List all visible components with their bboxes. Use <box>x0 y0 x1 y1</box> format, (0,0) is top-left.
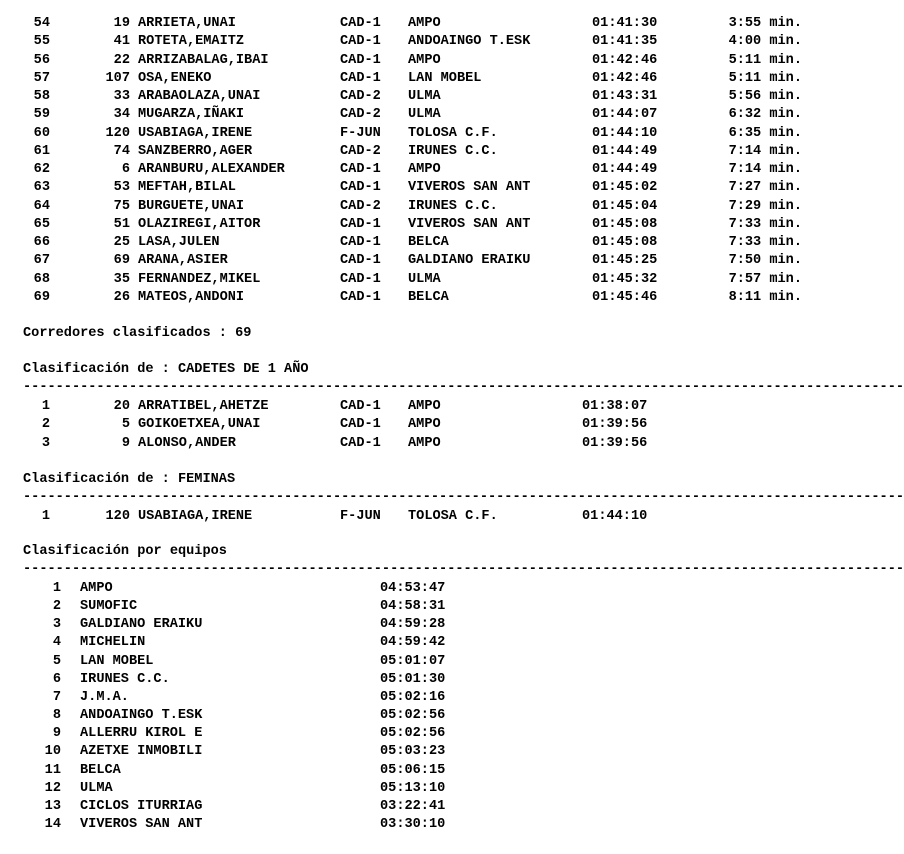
pos-cell: 9 <box>52 726 61 742</box>
cat-cell: F-JUN <box>340 509 381 524</box>
dorsal-cell: 74 <box>113 143 130 159</box>
gap-cell: 7:57 min. <box>728 271 802 287</box>
team-cell: ULMA <box>408 89 441 104</box>
name-cell: SANZBERRO,AGER <box>138 143 253 159</box>
table-row <box>0 634 819 652</box>
cat-cell: CAD-1 <box>340 435 381 451</box>
table-row <box>0 398 819 416</box>
dorsal-cell: 34 <box>113 107 130 123</box>
time-cell: 03:22:41 <box>380 798 446 814</box>
table-row <box>0 707 819 725</box>
table-row <box>0 70 819 88</box>
table-row <box>0 143 819 161</box>
cat-cell: CAD-1 <box>340 34 381 50</box>
pos-cell: 1 <box>41 509 50 524</box>
time-cell: 04:59:42 <box>380 635 446 651</box>
table-row <box>0 798 819 816</box>
pos-cell: 10 <box>44 744 61 760</box>
pos-cell: 2 <box>41 417 50 433</box>
pos-cell: 62 <box>33 162 50 177</box>
team-cell: J.M.A. <box>80 689 129 705</box>
pos-cell: 54 <box>33 16 50 31</box>
dorsal-cell: 53 <box>113 180 130 196</box>
table-row <box>0 161 819 179</box>
pos-cell: 5 <box>52 653 61 669</box>
time-cell: 01:44:10 <box>582 509 648 524</box>
table-row <box>0 743 819 761</box>
table-row <box>0 671 819 689</box>
table-row <box>0 508 819 526</box>
cat-cell: CAD-2 <box>340 198 381 214</box>
pos-cell: 59 <box>33 107 50 123</box>
time-cell: 01:39:56 <box>582 435 648 451</box>
pos-cell: 11 <box>44 762 61 778</box>
name-cell: LASA,JULEN <box>138 235 220 250</box>
name-cell: USABIAGA,IRENE <box>138 509 253 524</box>
cat-cell: CAD-2 <box>340 143 381 159</box>
time-cell: 01:42:46 <box>592 52 658 68</box>
pos-cell: 60 <box>33 125 50 141</box>
gap-cell: 7:33 min. <box>728 235 802 250</box>
pos-cell: 64 <box>33 198 50 214</box>
pos-cell: 14 <box>44 816 61 832</box>
cat-cell: CAD-1 <box>340 417 381 433</box>
table-row <box>0 234 819 252</box>
time-cell: 01:41:30 <box>592 16 658 31</box>
dorsal-cell: 26 <box>113 289 130 305</box>
name-cell: ROTETA,EMAITZ <box>138 34 245 50</box>
table-row <box>0 198 819 216</box>
table-row <box>0 598 819 616</box>
dorsal-cell: 20 <box>113 399 130 414</box>
cat-cell: CAD-1 <box>340 180 381 196</box>
team-cell: AMPO <box>408 52 441 68</box>
time-cell: 01:44:10 <box>592 125 658 141</box>
team-cell: GALDIANO ERAIKU <box>80 617 203 633</box>
time-cell: 01:45:32 <box>592 271 658 287</box>
pos-cell: 68 <box>33 271 50 287</box>
team-cell: SUMOFIC <box>80 599 138 615</box>
dorsal-cell: 120 <box>105 509 130 524</box>
dorsal-cell: 33 <box>113 89 130 104</box>
table-row <box>0 216 819 234</box>
team-cell: ULMA <box>408 107 441 123</box>
time-cell: 05:02:16 <box>380 689 446 705</box>
team-cell: IRUNES C.C. <box>80 671 170 687</box>
name-cell: ARABAOLAZA,UNAI <box>138 89 261 104</box>
time-cell: 04:58:31 <box>380 599 446 615</box>
teams-heading: Clasificación por equipos <box>23 544 227 559</box>
team-cell: AMPO <box>408 417 441 433</box>
gap-cell: 7:14 min. <box>728 143 802 159</box>
dorsal-cell: 75 <box>113 198 130 214</box>
team-cell: VIVEROS SAN ANT <box>408 180 531 196</box>
table-row <box>0 52 819 70</box>
cat-cell: F-JUN <box>340 125 381 141</box>
pos-cell: 66 <box>33 235 50 250</box>
time-cell: 05:02:56 <box>380 726 446 742</box>
table-row <box>0 816 819 834</box>
team-cell: ANDOAINGO T.ESK <box>80 708 203 724</box>
time-cell: 01:45:08 <box>592 235 658 250</box>
time-cell: 05:01:07 <box>380 653 446 669</box>
team-cell: LAN MOBEL <box>80 653 154 669</box>
pos-cell: 12 <box>44 780 61 796</box>
table-row <box>0 271 819 289</box>
time-cell: 04:59:28 <box>380 617 446 633</box>
pos-cell: 58 <box>33 89 50 104</box>
name-cell: FERNANDEZ,MIKEL <box>138 271 261 287</box>
team-cell: CICLOS ITURRIAG <box>80 798 203 814</box>
cat-cell: CAD-2 <box>340 89 381 104</box>
dorsal-cell: 19 <box>113 16 130 31</box>
time-cell: 01:45:08 <box>592 216 658 232</box>
cat-cell: CAD-1 <box>340 52 381 68</box>
pos-cell: 65 <box>33 216 50 232</box>
time-cell: 01:39:56 <box>582 417 648 433</box>
name-cell: ARRIZABALAG,IBAI <box>138 52 269 68</box>
time-cell: 05:13:10 <box>380 780 446 796</box>
dorsal-cell: 25 <box>113 235 130 250</box>
pos-cell: 55 <box>33 34 50 50</box>
team-cell: GALDIANO ERAIKU <box>408 253 531 269</box>
pos-cell: 7 <box>52 689 61 705</box>
team-cell: AMPO <box>408 435 441 451</box>
pos-cell: 1 <box>41 399 50 414</box>
team-cell: LAN MOBEL <box>408 70 482 86</box>
teams-divider: ------------------------------------------------------------------------------------------------------------ <box>23 562 904 577</box>
table-row <box>0 653 819 671</box>
dorsal-cell: 35 <box>113 271 130 287</box>
cat-cell: CAD-1 <box>340 162 381 177</box>
table-row <box>0 179 819 197</box>
table-row <box>0 616 819 634</box>
time-cell: 01:38:07 <box>582 399 648 414</box>
time-cell: 01:44:07 <box>592 107 658 123</box>
name-cell: MEFTAH,BILAL <box>138 180 236 196</box>
gap-cell: 3:55 min. <box>728 16 802 31</box>
pos-cell: 3 <box>41 435 50 451</box>
team-cell: AMPO <box>408 16 441 31</box>
cat-cell: CAD-2 <box>340 107 381 123</box>
time-cell: 01:44:49 <box>592 143 658 159</box>
table-row <box>0 762 819 780</box>
time-cell: 01:45:02 <box>592 180 658 196</box>
name-cell: GOIKOETXEA,UNAI <box>138 417 261 433</box>
team-cell: IRUNES C.C. <box>408 143 498 159</box>
table-row <box>0 780 819 798</box>
pos-cell: 69 <box>33 289 50 305</box>
pos-cell: 13 <box>44 798 61 814</box>
table-row <box>0 689 819 707</box>
name-cell: ARANA,ASIER <box>138 253 228 269</box>
time-cell: 01:45:46 <box>592 289 658 305</box>
pos-cell: 67 <box>33 253 50 269</box>
time-cell: 05:02:56 <box>380 708 446 724</box>
name-cell: USABIAGA,IRENE <box>138 125 253 141</box>
gap-cell: 7:33 min. <box>728 216 802 232</box>
table-row <box>0 725 819 743</box>
gap-cell: 7:50 min. <box>728 253 802 269</box>
team-cell: BELCA <box>408 235 449 250</box>
table-row <box>0 252 819 270</box>
gap-cell: 7:29 min. <box>728 198 802 214</box>
dorsal-cell: 107 <box>105 70 130 86</box>
cadetes-divider: ------------------------------------------------------------------------------------------------------------ <box>23 380 904 395</box>
table-row <box>0 289 819 307</box>
time-cell: 01:41:35 <box>592 34 658 50</box>
team-cell: AMPO <box>408 162 441 177</box>
dorsal-cell: 120 <box>105 125 130 141</box>
name-cell: ARRATIBEL,AHETZE <box>138 399 269 414</box>
gap-cell: 4:00 min. <box>728 34 802 50</box>
pos-cell: 3 <box>52 617 61 633</box>
name-cell: OLAZIREGI,AITOR <box>138 216 261 232</box>
time-cell: 01:42:46 <box>592 70 658 86</box>
dorsal-cell: 41 <box>113 34 130 50</box>
pos-cell: 63 <box>33 180 50 196</box>
table-row <box>0 15 819 33</box>
dorsal-cell: 6 <box>121 162 130 177</box>
team-cell: VIVEROS SAN ANT <box>408 216 531 232</box>
team-cell: AZETXE INMOBILI <box>80 744 203 760</box>
time-cell: 04:53:47 <box>380 581 446 596</box>
time-cell: 05:01:30 <box>380 671 446 687</box>
cat-cell: CAD-1 <box>340 399 381 414</box>
team-cell: AMPO <box>408 399 441 414</box>
gap-cell: 5:56 min. <box>728 89 802 104</box>
team-cell: ANDOAINGO T.ESK <box>408 34 531 50</box>
dorsal-cell: 5 <box>121 417 130 433</box>
time-cell: 05:06:15 <box>380 762 446 778</box>
table-row <box>0 416 819 434</box>
name-cell: ARANBURU,ALEXANDER <box>138 162 285 177</box>
cat-cell: CAD-1 <box>340 16 381 31</box>
time-cell: 05:03:23 <box>380 744 446 760</box>
cat-cell: CAD-1 <box>340 216 381 232</box>
team-cell: BELCA <box>408 289 449 305</box>
name-cell: BURGUETE,UNAI <box>138 198 245 214</box>
cadetes-heading: Clasificación de : CADETES DE 1 AÑO <box>23 362 309 377</box>
cat-cell: CAD-1 <box>340 253 381 269</box>
time-cell: 01:44:49 <box>592 162 658 177</box>
team-cell: AMPO <box>80 581 113 596</box>
cat-cell: CAD-1 <box>340 70 381 86</box>
dorsal-cell: 9 <box>121 435 130 451</box>
table-row <box>0 106 819 124</box>
team-cell: MICHELIN <box>80 635 146 651</box>
team-cell: IRUNES C.C. <box>408 198 498 214</box>
table-row <box>0 580 819 598</box>
time-cell: 01:45:25 <box>592 253 658 269</box>
pos-cell: 4 <box>52 635 61 651</box>
time-cell: 01:43:31 <box>592 89 658 104</box>
table-row <box>0 33 819 51</box>
team-cell: BELCA <box>80 762 121 778</box>
cat-cell: CAD-1 <box>340 271 381 287</box>
name-cell: ALONSO,ANDER <box>138 435 236 451</box>
gap-cell: 7:14 min. <box>728 162 802 177</box>
name-cell: MUGARZA,IÑAKI <box>138 107 245 123</box>
pos-cell: 61 <box>33 143 50 159</box>
gap-cell: 8:11 min. <box>728 289 802 305</box>
gap-cell: 6:32 min. <box>728 107 802 123</box>
name-cell: MATEOS,ANDONI <box>138 289 245 305</box>
dorsal-cell: 69 <box>113 253 130 269</box>
team-cell: ULMA <box>408 271 441 287</box>
pos-cell: 56 <box>33 52 50 68</box>
team-cell: ALLERRU KIROL E <box>80 726 203 742</box>
feminas-divider: ------------------------------------------------------------------------------------------------------------ <box>23 490 904 505</box>
pos-cell: 8 <box>52 708 61 724</box>
cat-cell: CAD-1 <box>340 235 381 250</box>
table-row <box>0 435 819 453</box>
gap-cell: 7:27 min. <box>728 180 802 196</box>
table-row <box>0 88 819 106</box>
name-cell: OSA,ENEKO <box>138 70 212 86</box>
classified-count: Corredores clasificados : 69 <box>23 326 252 341</box>
time-cell: 01:45:04 <box>592 198 658 214</box>
pos-cell: 6 <box>52 671 61 687</box>
team-cell: ULMA <box>80 780 113 796</box>
gap-cell: 5:11 min. <box>728 52 802 68</box>
name-cell: ARRIETA,UNAI <box>138 16 236 31</box>
team-cell: TOLOSA C.F. <box>408 509 498 524</box>
gap-cell: 5:11 min. <box>728 70 802 86</box>
dorsal-cell: 51 <box>113 216 130 232</box>
pos-cell: 2 <box>52 599 61 615</box>
team-cell: TOLOSA C.F. <box>408 125 498 141</box>
cat-cell: CAD-1 <box>340 289 381 305</box>
pos-cell: 57 <box>33 70 50 86</box>
pos-cell: 1 <box>52 581 61 596</box>
feminas-heading: Clasificación de : FEMINAS <box>23 472 236 487</box>
team-cell: VIVEROS SAN ANT <box>80 816 203 832</box>
dorsal-cell: 22 <box>113 52 130 68</box>
time-cell: 03:30:10 <box>380 816 446 832</box>
table-row <box>0 125 819 143</box>
gap-cell: 6:35 min. <box>728 125 802 141</box>
